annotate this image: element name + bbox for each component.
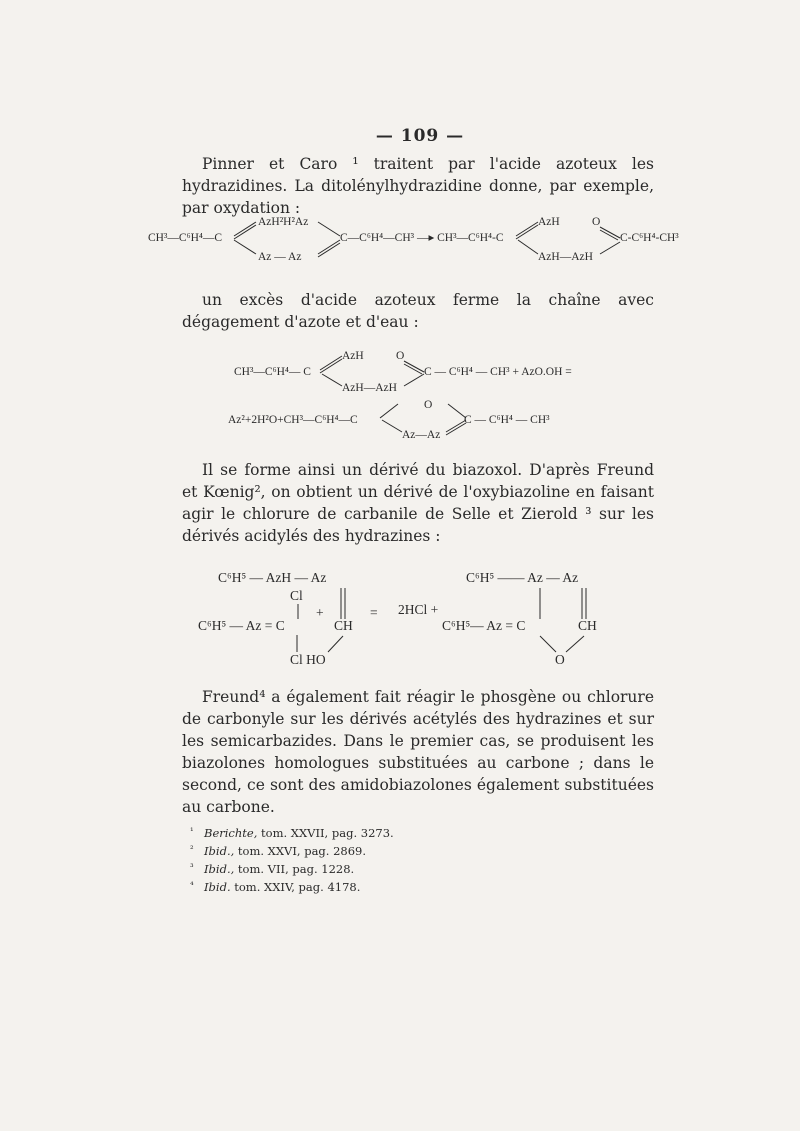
f2-line2-left: Az²+2H²O+CH³—C⁶H⁴—C bbox=[228, 414, 358, 426]
paragraph-4 bbox=[182, 686, 654, 818]
f2-line1-bottom: AzH—AzH bbox=[342, 382, 397, 394]
paragraph-4-text: Freund⁴ a également fait réagir le phosgène ou chlorure de carbonyle sur les dérivés acétylés des hydrazines et sur les semicarbazides. Dans le premier cas, se produisent les biazolones homologues substituées au carbone ; dans le second, ce sont des amidobiazolones également substituées au carbone. bbox=[182, 688, 654, 816]
f2-line2-right: C — C⁶H⁴ — CH³ bbox=[464, 414, 550, 426]
footnote-ref: tom. XXVI, pag. 2869. bbox=[237, 844, 367, 858]
f2-line1-top: AzH bbox=[342, 350, 364, 362]
paragraph-3 bbox=[182, 459, 654, 547]
f2-line1-o: O bbox=[396, 350, 405, 362]
footnotes bbox=[190, 824, 610, 896]
f2-line2-o: O bbox=[424, 399, 433, 411]
f1-bottom-chain: Az — Az bbox=[258, 251, 302, 263]
footnote-source: Ibid. bbox=[204, 880, 231, 894]
f3-left-mid: C⁶H⁵ — Az = C bbox=[198, 618, 285, 633]
f3-left-cl: Cl bbox=[290, 588, 303, 603]
footnote-source: Ibid., bbox=[204, 862, 235, 876]
f3-right-top: C⁶H⁵ —— Az — Az bbox=[466, 570, 579, 585]
f3-right-mid: C⁶H⁵— Az = C bbox=[442, 618, 526, 633]
f3-right-ch: CH bbox=[578, 618, 597, 633]
f2-line1-left: CH³—C⁶H⁴— C bbox=[234, 366, 311, 378]
f3-equals: = bbox=[370, 605, 378, 620]
paragraph-3-text: Il se forme ainsi un dérivé du biazoxol. D'après Freund et Kœnig², on obtient un dérivé de l'oxybiazoline en faisant agir le chlorure de carbanile de Selle et Zierold ³ sur les dérivés acidylés des hydrazines : bbox=[182, 461, 654, 545]
f2-line2-bottom: Az—Az bbox=[402, 429, 441, 441]
paragraph-1-text: Pinner et Caro ¹ traitent par l'acide azoteux les hydrazidines. La ditolénylhydrazidine donne, par exemple, par oxydation : bbox=[182, 155, 654, 217]
f3-left-ch: CH bbox=[334, 618, 353, 633]
footnote-mark: ³ bbox=[190, 863, 194, 873]
f1-right-bottom: AzH—AzH bbox=[538, 251, 593, 263]
page-number: — 109 — bbox=[375, 126, 465, 146]
footnote-2 bbox=[190, 842, 610, 860]
footnote-ref: tom. XXIV, pag. 4178. bbox=[234, 880, 361, 894]
paragraph-2-text: un excès d'acide azoteux ferme la chaîne avec dégagement d'azote et d'eau : bbox=[182, 291, 654, 331]
paragraph-1 bbox=[182, 153, 654, 219]
f3-left-plus: + bbox=[316, 605, 324, 620]
paragraph-2 bbox=[182, 289, 654, 333]
f1-right-end: C-C⁶H⁴-CH³ bbox=[620, 232, 679, 244]
footnote-mark: ⁴ bbox=[190, 881, 194, 891]
f3-left-top: C⁶H⁵ — AzH — Az bbox=[218, 570, 327, 585]
footnote-1 bbox=[190, 824, 610, 842]
footnote-source: Berichte, bbox=[204, 826, 258, 840]
footnote-mark: ² bbox=[190, 845, 194, 855]
footnote-ref: tom. VII, pag. 1228. bbox=[237, 862, 355, 876]
footnote-source: Ibid., bbox=[204, 844, 235, 858]
footnote-4 bbox=[190, 878, 610, 896]
footnote-3 bbox=[190, 860, 610, 878]
f1-right-top-o: O bbox=[592, 216, 601, 228]
f3-right-o: O bbox=[555, 652, 565, 667]
f3-left-bottom: Cl HO bbox=[290, 652, 326, 667]
f1-left: CH³—C⁶H⁴—C bbox=[148, 232, 223, 244]
f3-hcl: 2HCl + bbox=[398, 602, 439, 617]
footnote-mark: ¹ bbox=[190, 827, 194, 837]
f2-line1-right: C — C⁶H⁴ — CH³ + AzO.OH = bbox=[424, 366, 572, 378]
f1-top-chain: AzH²H²Az bbox=[258, 216, 309, 228]
f1-right-top-azh: AzH bbox=[538, 216, 560, 228]
footnote-ref: tom. XXVII, pag. 3273. bbox=[261, 826, 394, 840]
f1-middle: C—C⁶H⁴—CH³ —▸ CH³—C⁶H⁴-C bbox=[340, 232, 504, 244]
